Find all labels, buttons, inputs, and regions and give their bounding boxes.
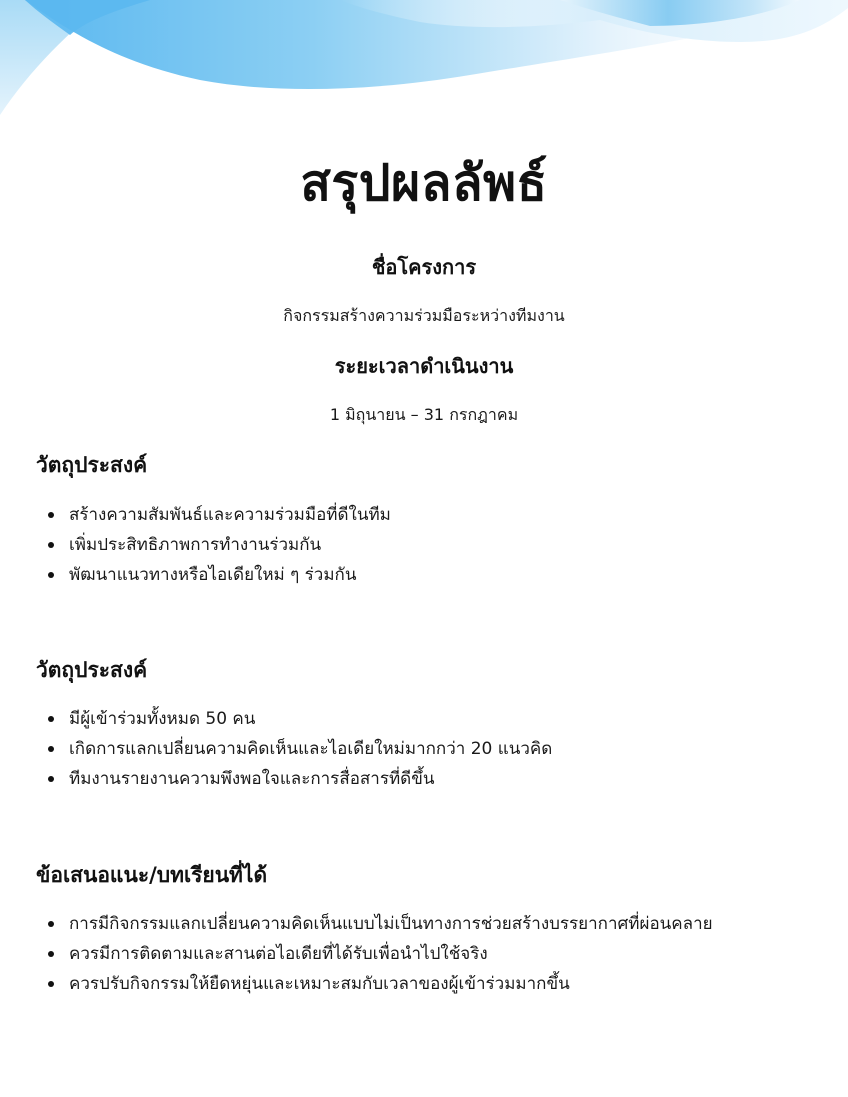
list-item	[45, 560, 391, 590]
section-results-list	[45, 704, 552, 794]
list-item-text: มีผู้เข้าร่วมทั้งหมด 50 คน	[69, 709, 256, 729]
section-lessons-heading: ข้อเสนอแนะ/บทเรียนที่ได้	[36, 863, 268, 887]
section-objectives-list	[45, 500, 391, 590]
document-title: สรุปผลลัพธ์	[300, 154, 548, 212]
bullet-icon	[48, 542, 54, 548]
list-item-text: ทีมงานรายงานความพึงพอใจและการสื่อสารที่ดีขึ้น	[69, 769, 435, 789]
bullet-icon	[48, 746, 54, 752]
list-item-text: เพิ่มประสิทธิภาพการทำงานร่วมกัน	[69, 535, 322, 555]
list-item	[45, 764, 552, 794]
duration-value: 1 มิถุนายน – 31 กรกฎาคม	[329, 405, 519, 424]
list-item	[45, 909, 713, 939]
list-item	[45, 939, 713, 969]
bullet-icon	[48, 572, 54, 578]
project-name-heading: ชื่อโครงการ	[371, 255, 477, 279]
list-item-text: เกิดการแลกเปลี่ยนความคิดเห็นและไอเดียใหม่มากกว่า 20 แนวคิด	[69, 739, 553, 759]
list-item	[45, 734, 552, 764]
bullet-icon	[48, 716, 54, 722]
list-item	[45, 704, 552, 734]
bullet-icon	[48, 776, 54, 782]
list-item	[45, 530, 391, 560]
list-item-text: สร้างความสัมพันธ์และความร่วมมือที่ดีในทีม	[69, 505, 391, 525]
section-lessons-list	[45, 909, 713, 999]
list-item-text: ควรมีการติดตามและสานต่อไอเดียที่ได้รับเพื่อนำไปใช้จริง	[69, 944, 488, 964]
bullet-icon	[48, 951, 54, 957]
list-item	[45, 969, 713, 999]
section-objectives-heading: วัตถุประสงค์	[36, 453, 148, 477]
bullet-icon	[48, 981, 54, 987]
list-item-text: ควรปรับกิจกรรมให้ยืดหยุ่นและเหมาะสมกับเวลาของผู้เข้าร่วมมากขึ้น	[69, 974, 570, 994]
duration-heading: ระยะเวลาดำเนินงาน	[334, 354, 514, 378]
section-results-heading: วัตถุประสงค์	[36, 658, 148, 682]
list-item-text: การมีกิจกรรมแลกเปลี่ยนความคิดเห็นแบบไม่เป็นทางการช่วยสร้างบรรยากาศที่ผ่อนคลาย	[69, 914, 713, 934]
bullet-icon	[48, 512, 54, 518]
bullet-icon	[48, 921, 54, 927]
list-item	[45, 500, 391, 530]
list-item-text: พัฒนาแนวทางหรือไอเดียใหม่ ๆ ร่วมกัน	[69, 565, 357, 585]
project-name-value: กิจกรรมสร้างความร่วมมือระหว่างทีมงาน	[283, 306, 565, 325]
